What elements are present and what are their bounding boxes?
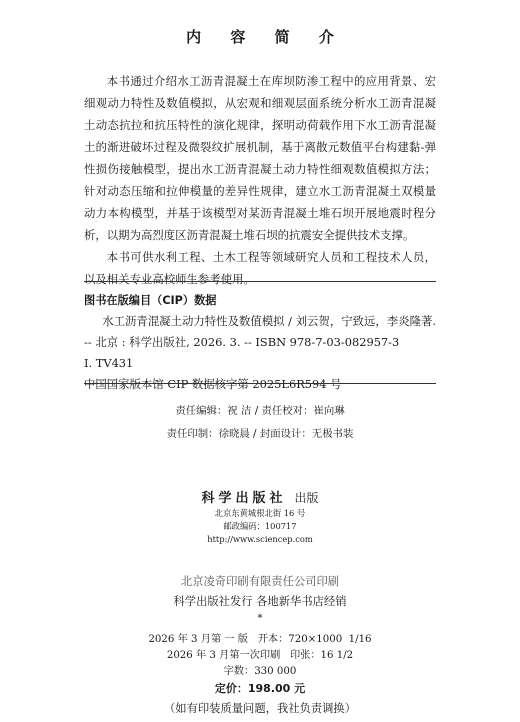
divider-top [84, 281, 436, 282]
price: 定价：198.00 元 [214, 682, 306, 695]
quality-notice: （如有印装质量问题，我社负责调换） [163, 702, 357, 715]
cip-heading: 图书在版编目（CIP）数据 [84, 294, 217, 307]
publisher-line [0, 487, 520, 506]
divider-bottom [84, 383, 436, 384]
intro-paragraph-2: 本书可供水利工程、土木工程等领域研究人员和工程技术人员，以及相关专业高校师生参考使用。 [84, 250, 436, 286]
printing-info: 2026 年 3 月第一次印刷 印张：16 1/2 [166, 650, 354, 661]
cip-number: 中国国家版本馆 CIP 数据核字第 2025L6R594 号 [84, 377, 342, 391]
introduction [84, 70, 436, 290]
editors-line-2: 责任印制：徐晓晨 / 封面设计：无极书装 [166, 428, 354, 440]
publisher-postcode: 邮政编码：100717 [223, 521, 297, 531]
publisher-website: http://www.sciencep.com [207, 534, 313, 544]
word-count: 字数：330 000 [223, 666, 297, 677]
publisher-name: 科学出版社 [201, 491, 287, 506]
intro-paragraph-1: 本书通过介绍水工沥青混凝土在库坝防渗工程中的应用背景、宏细观动力特性及数值模拟，从宏观和细观层面系统分析水工沥青混凝土动态抗拉和抗压特性的演化规律，探明动荷载作用下水工沥青混凝土的渐进破坏过程及微裂纹扩展机制，基于离散元数值平台构建黏-弹性损伤接触模型，提出水工沥青混凝土动力特性细观数值模拟方法；针对动态压缩和拉伸模量的差异性规律，建立水工沥青混凝土双模量动力本构模型，并基于该模型对某沥青混凝土堆石坝开展地震时程分析，以期为高烈度区沥青混凝土堆石坝的抗震安全提供技术支撑。 [84, 74, 436, 242]
page-title: 内 容 简 介 [186, 28, 346, 46]
publisher-address: 北京东黄城根北街 16 号 [214, 508, 306, 518]
printer: 北京凌奇印刷有限责任公司印刷 [180, 575, 340, 588]
edition-info: 2026 年 3 月第 一 版 开本：720×1000 1/16 [148, 634, 372, 645]
editors-line-1: 责任编辑：祝 洁 / 责任校对：崔向琳 [175, 405, 345, 417]
publisher-suffix: 出版 [294, 491, 319, 505]
cip-description: 水工沥青混凝土动力特性及数值模拟 / 刘云贺，宁致远，李炎隆著. -- 北京 : 科学出版社, 2026. 3. -- ISBN 978-7-03-082957-3 [84, 314, 436, 349]
cip-block [84, 290, 436, 395]
separator-star: * [257, 613, 263, 624]
cip-classification: Ⅰ. TV431 [84, 356, 134, 370]
distribution: 科学出版社发行 各地新华书店经销 [173, 595, 347, 608]
